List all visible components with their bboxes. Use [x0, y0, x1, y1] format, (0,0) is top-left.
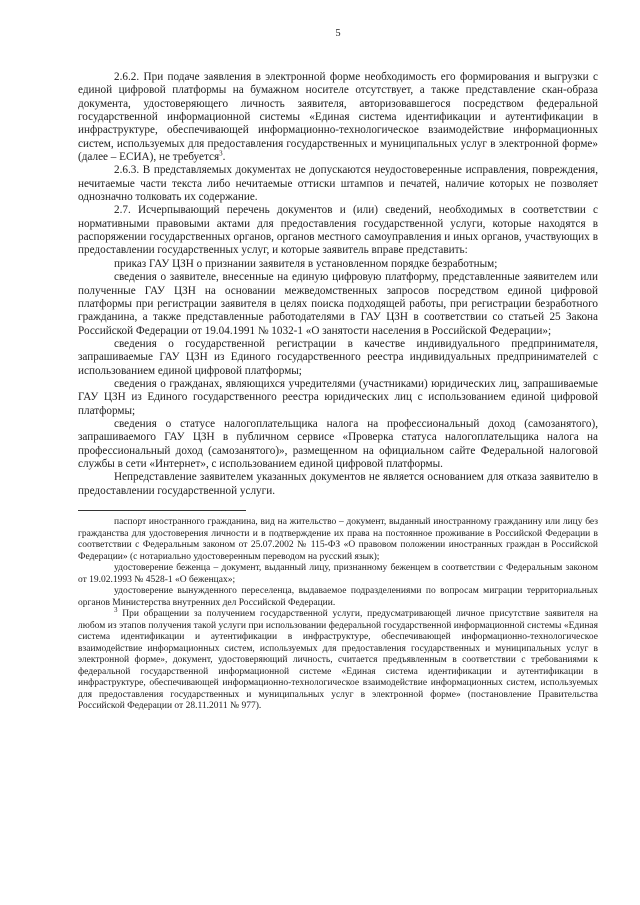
footnote-continuation: удостоверение вынужденного переселенца, выдаваемое подразделениями по вопросам миграции территориальных органов Министерства внутренних дел Российской Федерации. [78, 586, 598, 608]
page-number: 5 [335, 28, 341, 39]
paragraph-text: 2.6.2. При подаче заявления в электронной форме необходимость его формирования и выгрузки с единой цифровой платформы на бумажном носителе отсутствует, а также представление скан-образа документа, удостоверяющего личность заявителя, авторизовавшегося посредством федеральной государственной информационной системы «Единая система идентификации и аутентификации в инфраструктуре, обеспечивающей информационно-технологическое взаимодействие информационных систем, используемых для предоставления государственных и муниципальных услуг в электронной форме» (далее – ЕСИА), не требуется [78, 71, 598, 164]
footnote-separator [78, 510, 246, 511]
footnote-text: При обращении за получением государственной услуги, предусматривающей личное присутствие заявителя на любом из этапов получения такой услуги при использовании федеральной государственной информационной системы «Единая система идентификации и аутентификации в инфраструктуре, обеспечивающей информационно-технологическое взаимодействие информационных систем, используемых для предоставления государственных и муниципальных услуг в электронной форме», документ, удостоверяющий личность, считается предъявленным в соответствии с требованиями к федеральной государственной информационной системе «Единая система идентификации и аутентификации в инфраструктуре, обеспечивающей информационно-технологическое взаимодействие информационных систем, используемых для предоставления государственных и муниципальных услуг в электронной форме» (постановление Правительства Российской Федерации от 28.11.2011 № 977). [78, 609, 598, 711]
footnote-3 [78, 605, 598, 713]
list-item: сведения о заявителе, внесенные на единую цифровую платформу, представленные заявителем или полученные ГАУ ЦЗН на основании межведомственных запросов посредством единой цифровой платформы при регистрации заявителя в целях поиска подходящей работы, при регистрации безработного гражданина, а также представленные работодателями в ГАУ ЦЗН в соответствии со статьей 25 Закона Российской Федерации от 19.04.1991 № 1032-1 «О занятости населения в Российской Федерации»; [78, 271, 598, 337]
footnotes [78, 517, 598, 713]
footnote-continuation: паспорт иностранного гражданина, вид на жительство – документ, выданный иностранному гражданину или лицу без гражданства для удостоверения личности и в подтверждение их права на постоянное проживание в Российской Федерации в соответствии с Федеральным законом от 25.07.2002 № 115-ФЗ «О правовом положении иностранных граждан в Российской Федерации» (с нотариально удостоверенным переводом на русский язык); [78, 517, 598, 562]
body-text [78, 71, 598, 498]
footnote-marker: 3 [114, 605, 118, 614]
paragraph-closing: Непредставление заявителем указанных документов не является основанием для отказа заявителю в предоставлении государственной услуги. [78, 471, 598, 497]
paragraph-2-6-2 [78, 71, 598, 164]
list-item: сведения о государственной регистрации в качестве индивидуального предпринимателя, запрашиваемые ГАУ ЦЗН из Единого государственного реестра индивидуальных предпринимателей с использованием единой цифровой платформы; [78, 337, 598, 377]
footnote-reference[interactable]: 3 [219, 149, 223, 158]
paragraph-2-6-3: 2.6.3. В представляемых документах не допускаются неудостоверенные исправления, повреждения, нечитаемые части текста либо нечитаемые оттиски штампов и печатей, наличие которых не позволяет однозначно толковать их содержание. [78, 164, 598, 204]
footnote-continuation: удостоверение беженца – документ, выданный лицу, признанному беженцем в соответствии с Федеральным законом от 19.02.1993 № 4528-1 «О беженцах»; [78, 563, 598, 585]
paragraph-end-punct: . [222, 151, 226, 164]
list-item: сведения о статусе налогоплательщика налога на профессиональный доход (самозанятого), запрашиваемого ГАУ ЦЗН в публичном сервисе «Проверка статуса налогоплательщика налога на профессиональный доход (самозанятого)», размещенном на официальном сайте Федеральной налоговой службы в сети «Интернет», с использованием единой цифровой платформы. [78, 417, 598, 470]
list-item: сведения о гражданах, являющихся учредителями (участниками) юридических лиц, запрашиваемые ГАУ ЦЗН из Единого государственного реестра юридических лиц с использованием единой цифровой платформы; [78, 377, 598, 417]
paragraph-2-7: 2.7. Исчерпывающий перечень документов и (или) сведений, необходимых в соответствии с нормативными правовыми актами для предоставления государственной услуги, которые находятся в распоряжении государственных органов, органов местного самоуправления и иных органов, участвующих в предоставлении государственных услуг, и которые заявитель вправе представить: [78, 204, 598, 257]
list-item: приказ ГАУ ЦЗН о признании заявителя в установленном порядке безработным; [114, 257, 498, 270]
